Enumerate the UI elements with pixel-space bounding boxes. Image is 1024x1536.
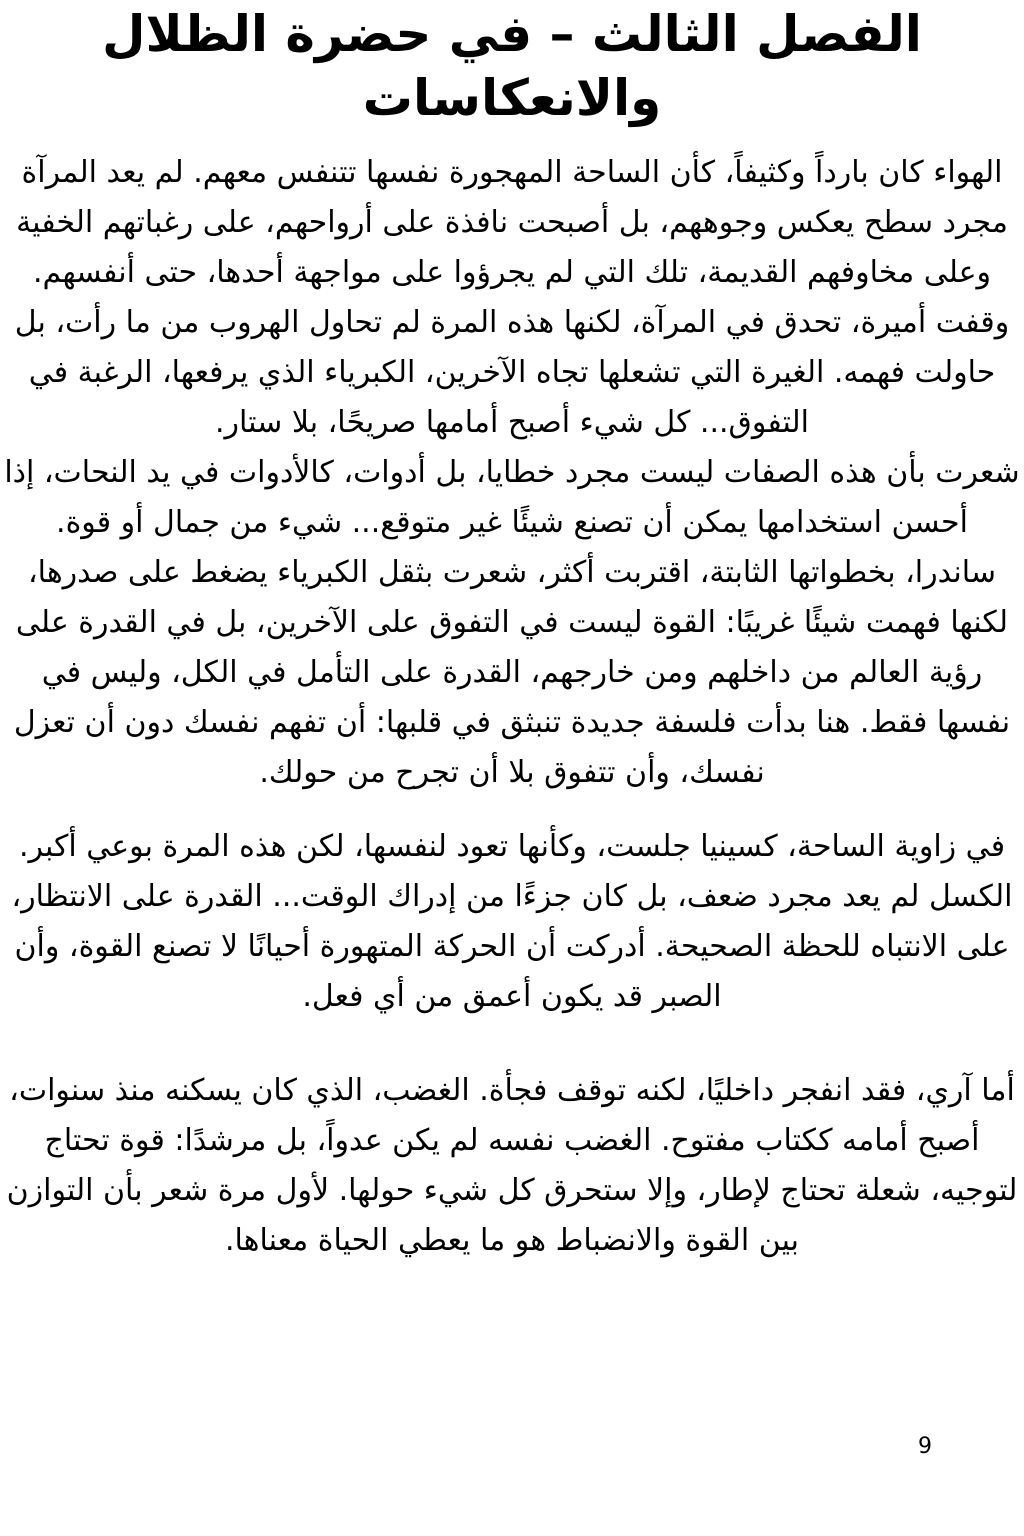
paragraph-ari: أما آري، فقد انفجر داخليًا، لكنه توقف فجأة. الغضب، الذي كان يسكنه منذ سنوات، أصبح أمامه ككتاب مفتوح. الغضب نفسه لم يكن عدواً، بل مرشدًا: قوة تحتاج لتوجيه، شعلة تحتاج لإطار، وإلا ستحرق كل شيء حولها. لأول مرة شعر بأن التوازن بين القوة والانضباط هو ما يعطي الحياة معناها. [6,1073,1018,1258]
paragraph-traits-as-tools: شعرت بأن هذه الصفات ليست مجرد خطايا، بل أدوات، كالأدوات في يد النحات، إذا أحسن استخدامها يمكن أن تصنع شيئًا غير متوقع... شيء من جمال أو قوة. [4,455,1020,540]
paragraph-xenia: في زاوية الساحة، كسينيا جلست، وكأنها تعود لنفسها، لكن هذه المرة بوعي أكبر. الكسل لم يعد مجرد ضعف، بل كان جزءًا من إدراك الوقت... القدرة على الانتظار، على الانتباه للحظة الصحيحة. أدركت أن الحركة المتهورة أحيانًا لا تصنع القوة، وأن الصبر قد يكون أعمق من أي فعل. [11,829,1013,1014]
paragraph-amira: وقفت أميرة، تحدق في المرآة، لكنها هذه المرة لم تحاول الهروب من ما رأت، بل حاولت فهمه. الغيرة التي تشعلها تجاه الآخرين، الكبرياء الذي يرفعها، الرغبة في التفوق... كل شيء أصبح أمامها صريحًا، بلا ستار. [14,305,1010,440]
paragraph-mirror-air: الهواء كان بارداً وكثيفاً، كأن الساحة المهجورة نفسها تتنفس معهم. لم يعد المرآة مجرد سطح يعكس وجوههم، بل أصبحت نافذة على أرواحهم، على رغباتهم الخفية وعلى مخاوفهم القديمة، تلك التي لم يجرؤوا على مواجهة أحدها، حتى أنفسهم. [16,155,1008,290]
paragraph-sandra: ساندرا، بخطواتها الثابتة، اقتربت أكثر، شعرت بثقل الكبرياء يضغط على صدرها، لكنها فهمت شيئًا غريبًا: القوة ليست في التفوق على الآخرين، بل في القدرة على رؤية العالم من داخلهم ومن خارجهم، القدرة على التأمل في الكل، وليس في نفسها فقط. هنا بدأت فلسفة جديدة تنبثق في قلبها: أن تفهم نفسك دون أن تعزل نفسك، وأن تتفوق بلا أن تجرح من حولك. [13,555,1011,790]
chapter-title: الفصل الثالث – في حضرة الظلال والانعكاسات [102,5,922,127]
page-number: 9 [918,1434,932,1459]
